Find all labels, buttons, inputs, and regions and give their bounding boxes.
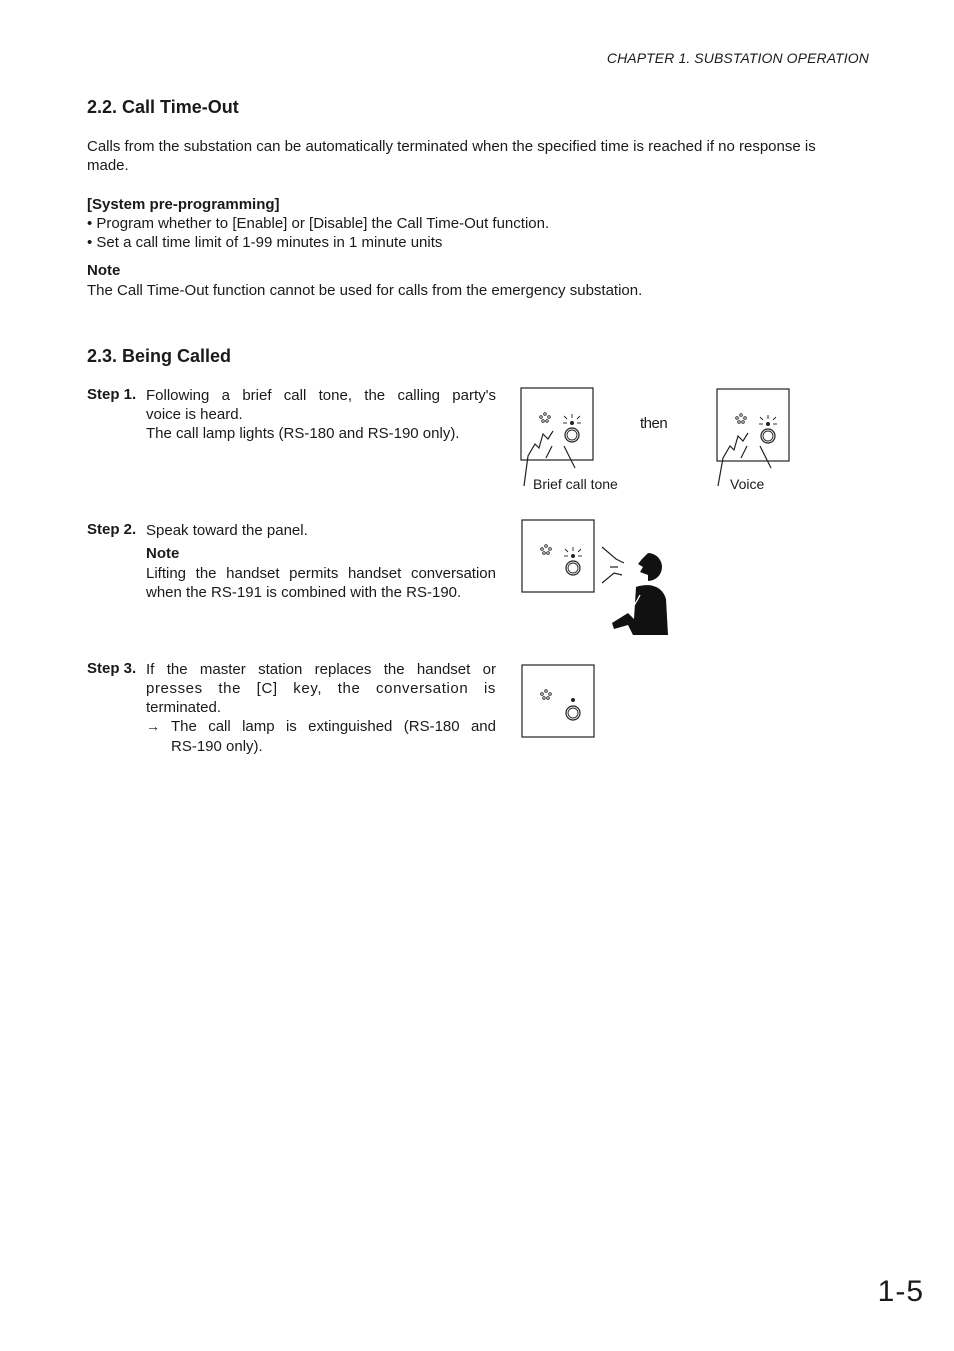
intro-line-2: made. <box>87 157 129 174</box>
step-2-note-heading: Note <box>146 545 180 562</box>
step-2-note-line-1: Lifting the handset permits handset conversation <box>146 565 496 582</box>
step-2-label: Step 2. <box>87 521 137 538</box>
step-2-line-1: Speak toward the panel. <box>146 522 308 539</box>
chapter-header: CHAPTER 1. SUBSTATION OPERATION <box>606 50 869 66</box>
step-3-arrow-icon: → <box>146 718 160 734</box>
intro-line-1: Calls from the substation can be automatically terminated when the specified time is reached if no response is <box>87 138 816 155</box>
step-1-line-1: Following a brief call tone, the calling party's <box>146 387 496 404</box>
note-text: The Call Time-Out function cannot be used for calls from the emergency substation. <box>87 282 643 299</box>
step-1-line-2: voice is heard. <box>146 406 243 423</box>
step-3-line-1: If the master station replaces the handset or <box>146 661 496 678</box>
step-2-note-line-2: when the RS-191 is combined with the RS-190. <box>146 584 462 601</box>
step-3-line-3: terminated. <box>146 699 222 716</box>
section-title-being-called: 2.3. Being Called <box>87 346 232 366</box>
step-1-line-3: The call lamp lights (RS-180 and RS-190 only). <box>146 425 460 442</box>
step-3-line-5: RS-190 only). <box>171 738 263 755</box>
preprogramming-heading: [System pre-programming] <box>87 196 280 213</box>
section-title-call-timeout: 2.2. Call Time-Out <box>87 97 239 117</box>
caption-voice: Voice <box>730 476 765 492</box>
caption-brief-call-tone: Brief call tone <box>533 476 618 492</box>
note-heading: Note <box>87 262 121 279</box>
preprogramming-bullet-2: • Set a call time limit of 1-99 minutes in 1 minute units <box>87 234 443 251</box>
preprogramming-bullet-1: • Program whether to [Enable] or [Disable] the Call Time-Out function. <box>87 215 550 232</box>
step-3-line-2: presses the [C] key, the conversation is <box>146 680 496 697</box>
panel-lamp-off-icon <box>518 662 598 742</box>
step-3-line-4: The call lamp is extinguished (RS-180 and <box>171 718 496 735</box>
step-1-label: Step 1. <box>87 386 137 403</box>
then-label: then <box>640 415 668 432</box>
panel-speaking-person-icon <box>518 517 678 642</box>
page-number: 1-5 <box>877 1275 924 1308</box>
step-3-label: Step 3. <box>87 660 137 677</box>
